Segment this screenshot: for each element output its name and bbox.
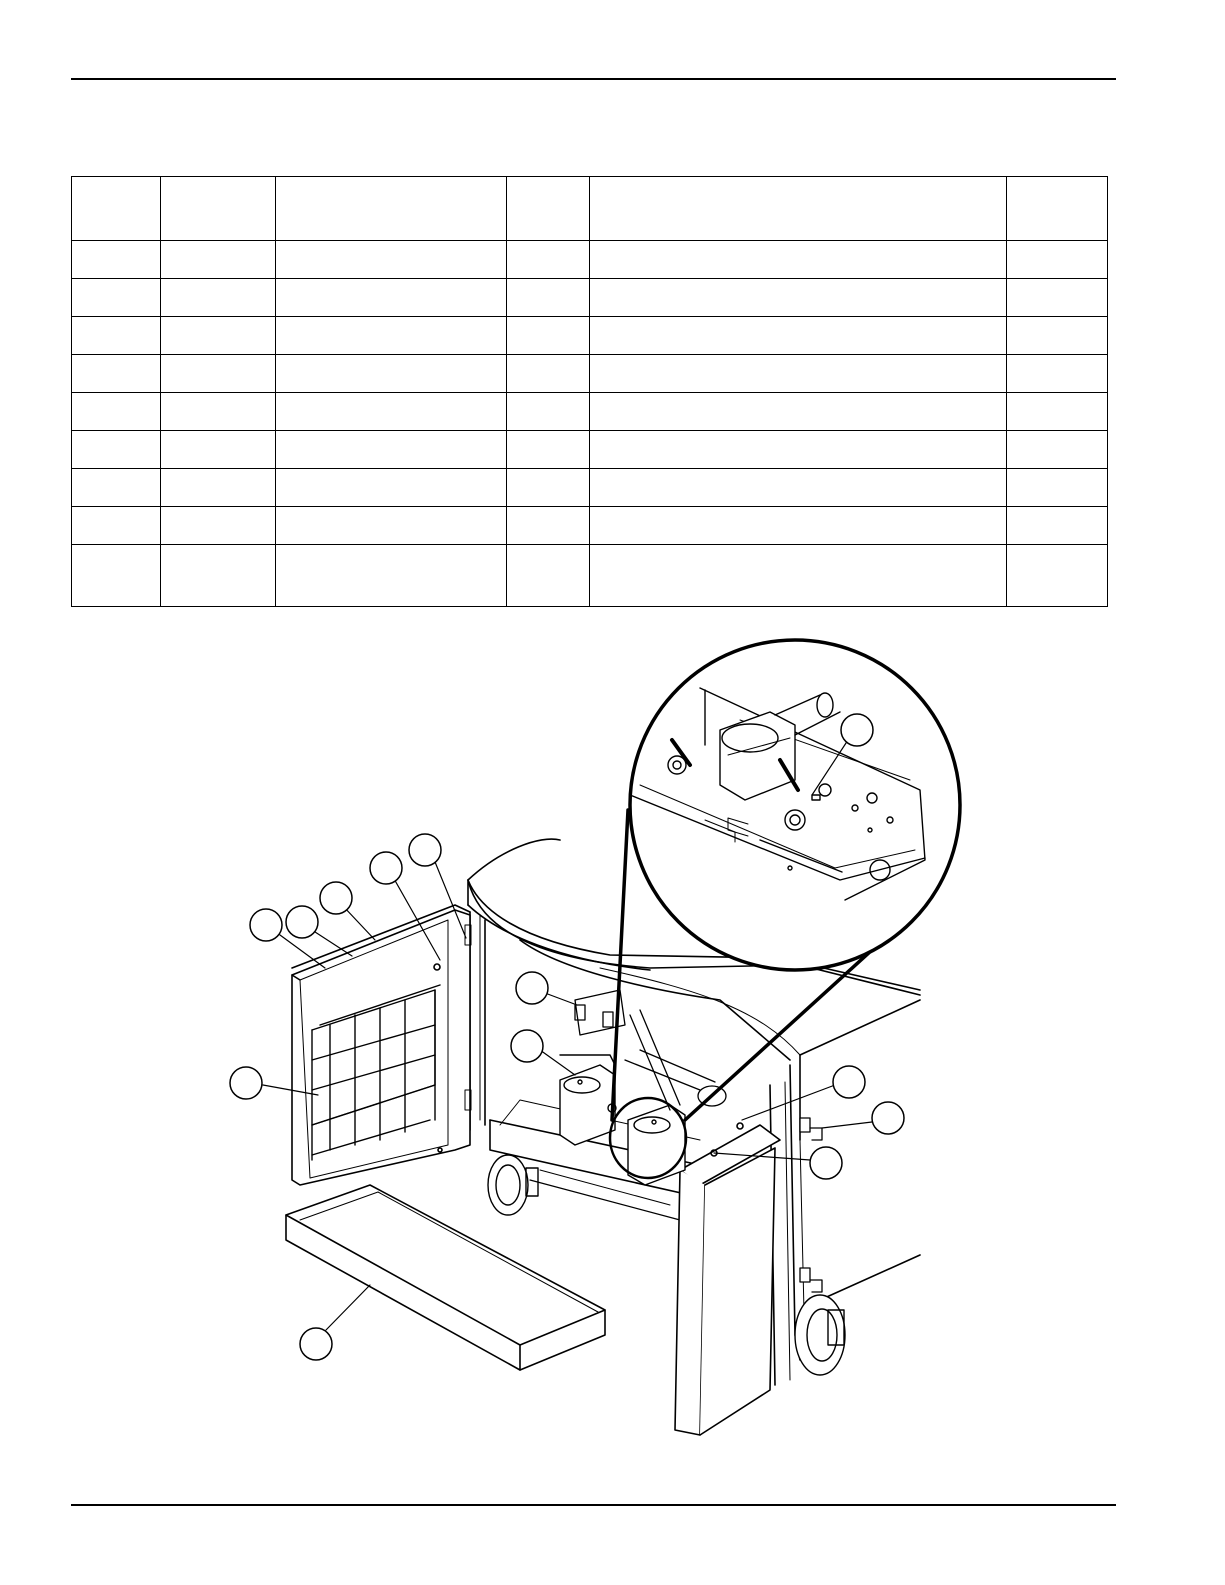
callout: [872, 1102, 904, 1134]
bottom-shelf: [286, 1185, 605, 1370]
callout: [300, 1328, 332, 1360]
callout: [409, 834, 441, 866]
callout: [810, 1147, 842, 1179]
callout: [833, 1066, 865, 1098]
front-post: [675, 1123, 780, 1435]
caster-left: [488, 1155, 538, 1215]
pump-assembly-right: [628, 1105, 685, 1185]
callout: [230, 1067, 262, 1099]
callout: [511, 1030, 543, 1062]
callout: [250, 909, 282, 941]
detail-magnifier: [630, 640, 960, 970]
caster-right: [795, 1295, 845, 1375]
pump-assembly-left: [560, 1055, 616, 1145]
callout: [286, 906, 318, 938]
open-door: [292, 905, 471, 1185]
callout: [370, 852, 402, 884]
footer-rule: [71, 1504, 1116, 1506]
callout: [841, 714, 873, 746]
callout: [516, 972, 548, 1004]
callout: [320, 882, 352, 914]
